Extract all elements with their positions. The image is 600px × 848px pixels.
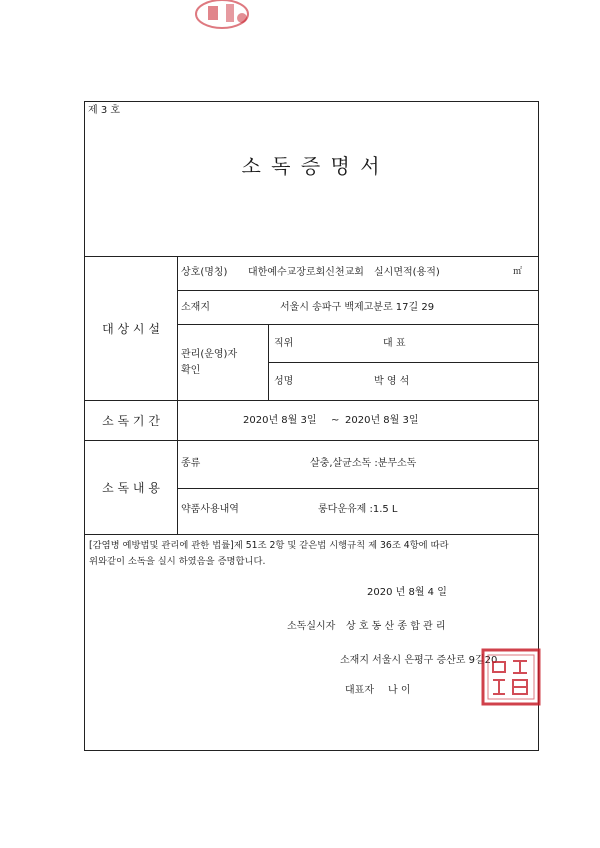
certification-line-2: 위와같이 소독을 실시 하였음을 증명합니다. bbox=[89, 556, 266, 567]
section-details: 소 독 내 용 bbox=[102, 481, 160, 495]
document-title: 소 독 증 명 서 bbox=[241, 154, 382, 178]
disinfection-type-label: 종류 bbox=[181, 458, 201, 469]
section-period: 소 독 기 간 bbox=[102, 414, 160, 428]
disinfection-type-value: 살충,살균소독 :분무소독 bbox=[310, 458, 417, 469]
period-end: 2020년 8월 3일 bbox=[345, 415, 419, 426]
facility-address-value: 서울시 송파구 백제고분로 17길 29 bbox=[280, 302, 435, 313]
facility-address-label: 소재지 bbox=[181, 302, 210, 313]
issue-date: 2020 년 8월 4 일 bbox=[367, 587, 447, 598]
chemical-value: 롱다운유제 :1.5 L bbox=[318, 504, 398, 515]
period-start: 2020년 8월 3일 bbox=[243, 415, 317, 426]
facility-name-label: 상호(명칭) bbox=[181, 267, 228, 278]
facility-name-value: 대한예수교장로회신천교회 bbox=[248, 267, 364, 278]
person-name-label: 성명 bbox=[274, 376, 294, 387]
top-stamp-mark bbox=[188, 0, 258, 40]
form-number: 제 3 호 bbox=[88, 105, 121, 116]
position-value: 대 표 bbox=[383, 338, 406, 349]
section-target-facility: 대 상 시 설 bbox=[102, 321, 160, 336]
facility-area-label: 실시면적(용적) bbox=[374, 267, 440, 278]
chemical-label: 약품사용내역 bbox=[181, 504, 239, 515]
performer-label: 소독실시자 bbox=[287, 621, 336, 632]
certification-line-1: [감염병 예방법및 관리에 관한 법률]제 51조 2항 및 같은법 시행규칙 제 36조 4항에 따라 bbox=[89, 540, 449, 551]
position-label: 직위 bbox=[274, 338, 294, 349]
person-name-value: 박 영 석 bbox=[374, 376, 410, 387]
manager-label-line2: 확인 bbox=[181, 365, 201, 376]
manager-label-line1: 관리(운영)자 bbox=[181, 349, 238, 360]
performer-address: 소재지 서울시 은평구 증산로 9길20 bbox=[340, 655, 498, 666]
representative-label: 대표자 bbox=[345, 685, 374, 696]
facility-area-unit: ㎡ bbox=[513, 267, 523, 277]
period-separator: ~ bbox=[331, 415, 340, 426]
performer-name: 상 호 동 산 종 합 관 리 bbox=[346, 621, 446, 632]
representative-name: 나 이 bbox=[388, 685, 411, 696]
company-seal bbox=[479, 648, 543, 706]
